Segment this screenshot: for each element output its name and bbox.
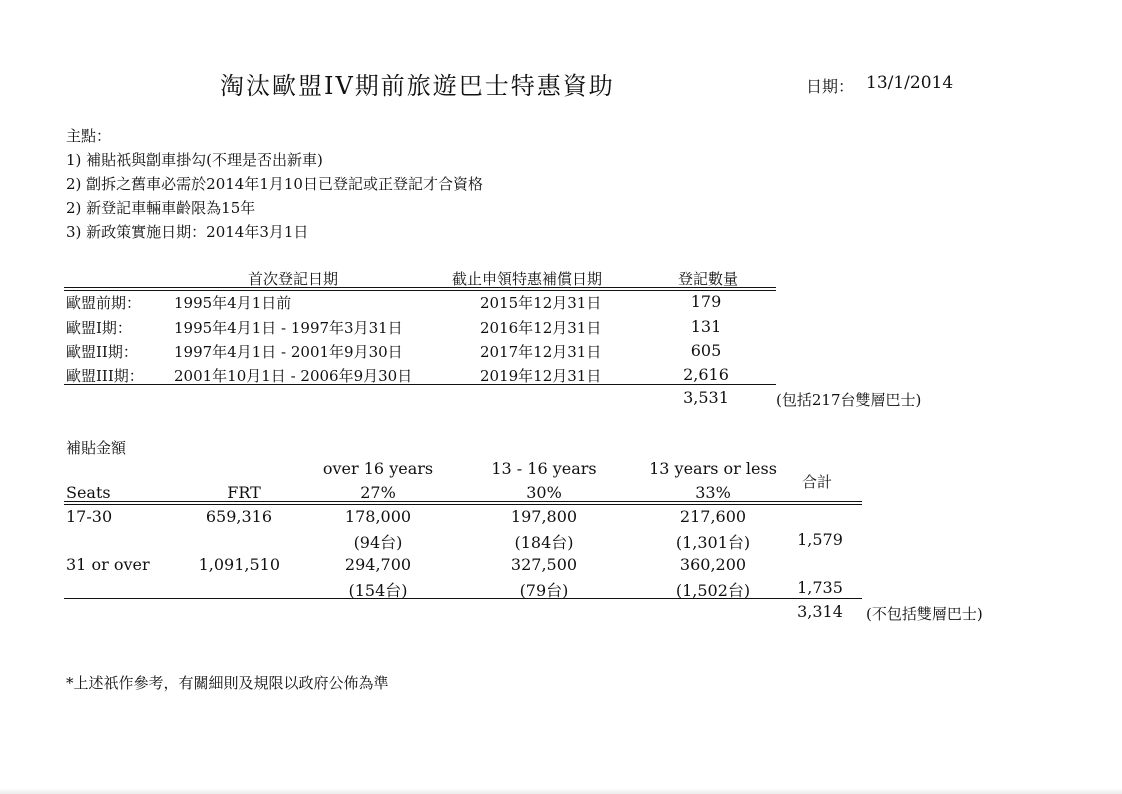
header-rule bbox=[64, 287, 776, 291]
table-row-deadline: 2016年12月31日 bbox=[480, 319, 602, 337]
header-mid: 13 - 16 years bbox=[491, 459, 597, 478]
table-row-total: 1,735 bbox=[797, 578, 843, 597]
table-row-frt: 1,091,510 bbox=[198, 555, 280, 574]
table-row-label: 歐盟III期： bbox=[66, 367, 144, 385]
table-row-label: 歐盟前期： bbox=[66, 294, 142, 312]
subsidy-total-rule bbox=[64, 598, 862, 599]
table-row-total: 1,579 bbox=[797, 530, 843, 549]
table-row-mid-units: (79台) bbox=[519, 581, 569, 600]
table-row-period: 1995年4月1日前 bbox=[174, 294, 292, 312]
header-seats: Seats bbox=[66, 483, 111, 502]
table-row-mid: 327,500 bbox=[510, 555, 578, 574]
table-row-seats: 17-30 bbox=[66, 507, 113, 526]
table-row-count: 179 bbox=[690, 292, 722, 311]
table-row-under13-units: (1,502台) bbox=[675, 581, 751, 600]
header-mid-pct: 30% bbox=[526, 483, 562, 502]
main-point-item: 2) 新登記車輛車齡限為15年 bbox=[66, 199, 256, 217]
scan-edge-shadow bbox=[0, 788, 1122, 794]
header-count: 登記數量 bbox=[678, 270, 739, 288]
table-row-deadline: 2015年12月31日 bbox=[480, 294, 602, 312]
table-row-under13: 360,200 bbox=[679, 555, 747, 574]
table-row-frt: 659,316 bbox=[205, 507, 272, 526]
main-point-item: 3) 新政策實施日期：2014年3月1日 bbox=[66, 223, 309, 241]
table-row-over16: 178,000 bbox=[344, 507, 412, 526]
table-row-deadline: 2019年12月31日 bbox=[480, 367, 602, 385]
main-point-item: 1) 補貼祇與劏車掛勾(不理是否出新車) bbox=[66, 151, 323, 169]
registration-total-note: (包括217台雙層巴士) bbox=[776, 391, 922, 409]
table-row-count: 2,616 bbox=[683, 365, 729, 384]
header-deadline: 截止申領特惠補償日期 bbox=[452, 270, 603, 288]
table-row-period: 1995年4月1日 - 1997年3月31日 bbox=[174, 319, 403, 337]
subsidy-grand-total: 3,314 bbox=[797, 602, 843, 621]
subsidy-heading: 補貼金額 bbox=[66, 439, 127, 457]
table-row-label: 歐盟II期： bbox=[66, 343, 138, 361]
table-row-period: 2001年10月1日 - 2006年9月30日 bbox=[174, 367, 413, 385]
table-row-count: 131 bbox=[690, 317, 722, 336]
header-under13-pct: 33% bbox=[695, 483, 731, 502]
footnote: *上述祇作參考，有關細則及規限以政府公佈為準 bbox=[66, 674, 389, 692]
total-rule bbox=[64, 384, 776, 385]
table-row-label: 歐盟I期： bbox=[66, 319, 132, 337]
main-point-item: 2) 劏拆之舊車必需於2014年1月10日已登記或正登記才合資格 bbox=[66, 175, 483, 193]
document-title: 淘汰歐盟IV期前旅遊巴士特惠資助 bbox=[220, 72, 615, 100]
subsidy-header-rule bbox=[64, 501, 862, 505]
table-row-over16: 294,700 bbox=[344, 555, 412, 574]
date-label: 日期： bbox=[806, 77, 855, 96]
table-row-over16-units: (154台) bbox=[348, 581, 408, 600]
header-over16-pct: 27% bbox=[360, 483, 396, 502]
table-row-over16-units: (94台) bbox=[353, 533, 403, 552]
table-row-mid-units: (184台) bbox=[514, 533, 574, 552]
table-row-under13-units: (1,301台) bbox=[675, 533, 751, 552]
header-total: 合計 bbox=[802, 473, 833, 491]
table-row-mid: 197,800 bbox=[510, 507, 578, 526]
subsidy-grand-total-note: (不包括雙層巴士) bbox=[866, 605, 983, 623]
table-row-deadline: 2017年12月31日 bbox=[480, 343, 602, 361]
header-under13: 13 years or less bbox=[649, 459, 777, 478]
table-row-under13: 217,600 bbox=[679, 507, 747, 526]
header-frt: FRT bbox=[227, 483, 261, 502]
header-first-registration: 首次登記日期 bbox=[248, 270, 339, 288]
table-row-count: 605 bbox=[690, 341, 722, 360]
registration-total: 3,531 bbox=[683, 388, 729, 407]
main-points-heading: 主點： bbox=[66, 127, 112, 145]
date-value: 13/1/2014 bbox=[866, 73, 954, 93]
header-over16: over 16 years bbox=[322, 459, 434, 478]
table-row-period: 1997年4月1日 - 2001年9月30日 bbox=[174, 343, 403, 361]
table-row-seats: 31 or over bbox=[66, 555, 150, 574]
